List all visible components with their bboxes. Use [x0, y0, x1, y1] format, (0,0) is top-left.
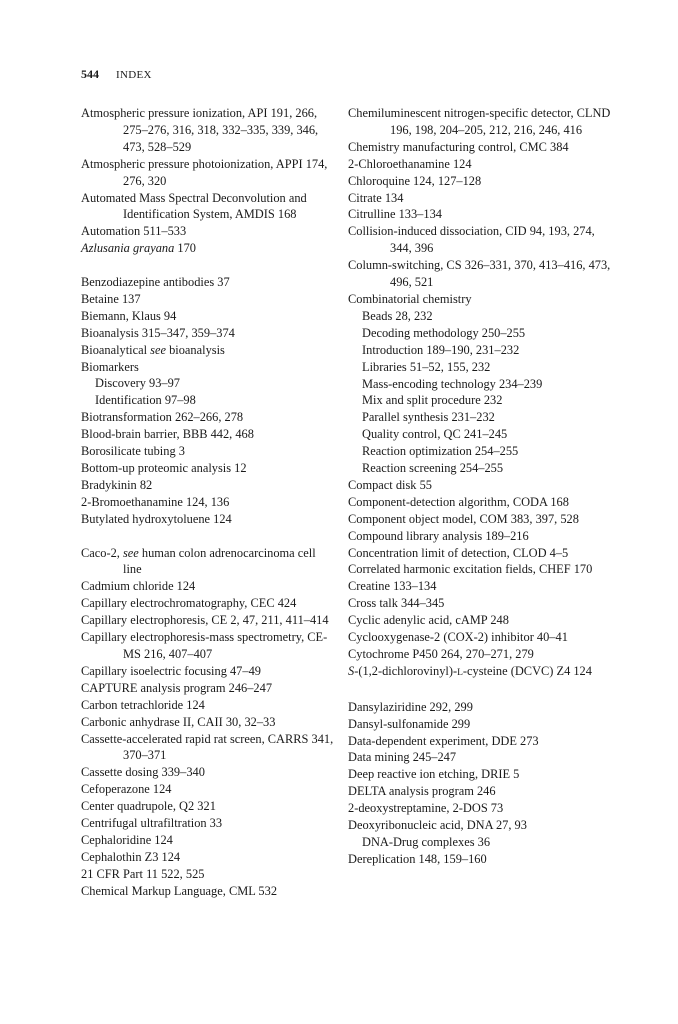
index-entry: Carbonic anhydrase II, CAII 30, 32–33 [81, 714, 276, 729]
index-entry: Atmospheric pressure ionization, API 191, 266, 275–276, 316, 318, 332–335, 339, 346, 473, 528–529 [81, 106, 319, 154]
header-title: INDEX [116, 69, 152, 81]
index-subentry: Identification 97–98 [95, 393, 196, 408]
index-subentry: Mix and split procedure 232 [362, 393, 503, 408]
index-entry: Capillary isoelectric focusing 47–49 [81, 663, 261, 678]
index-subentry: Parallel synthesis 231–232 [362, 410, 495, 425]
index-subentry: Reaction screening 254–255 [362, 461, 504, 476]
index-entry: Creatine 133–134 [348, 579, 437, 594]
index-column-right [348, 105, 616, 868]
index-subentry: Quality control, QC 241–245 [362, 427, 508, 442]
index-entry: Atmospheric pressure photoionization, APPI 174, 276, 320 [81, 156, 328, 188]
index-entry: Centrifugal ultrafiltration 33 [81, 816, 223, 831]
index-entry: Azlusania grayana 170 [81, 241, 196, 256]
index-entry: Cyclooxygenase-2 (COX-2) inhibitor 40–41 [348, 630, 568, 645]
running-header [81, 66, 152, 83]
letter-group-gap [81, 528, 336, 545]
index-entry: 2-Chloroethanamine 124 [348, 156, 472, 171]
index-entry: Capillary electrophoresis-mass spectrometry, CE-MS 216, 407–407 [81, 630, 328, 661]
index-entry: Dansyl-sulfonamide 299 [348, 716, 471, 731]
index-entry: Bioanalysis 315–347, 359–374 [81, 325, 235, 340]
index-entry: Bottom-up proteomic analysis 12 [81, 461, 247, 476]
index-entry: Bioanalytical see bioanalysis [81, 342, 225, 357]
index-entry: Chemistry manufacturing control, CMC 384 [348, 139, 569, 154]
index-entry: Capillary electrochromatography, CEC 424 [81, 596, 297, 611]
index-entry: Dansylaziridine 292, 299 [348, 699, 473, 714]
index-entry: Benzodiazepine antibodies 37 [81, 275, 230, 290]
index-entry: Cephalothin Z3 124 [81, 849, 181, 864]
index-entry: Biomarkers [81, 359, 139, 374]
index-entry: Biemann, Klaus 94 [81, 308, 177, 323]
index-subentry: Introduction 189–190, 231–232 [362, 342, 520, 357]
index-entry: DELTA analysis program 246 [348, 784, 496, 799]
index-subentry: Decoding methodology 250–255 [362, 325, 526, 340]
index-entry: 21 CFR Part 11 522, 525 [81, 866, 205, 881]
index-entry: Citrulline 133–134 [348, 207, 442, 222]
index-subentry: Mass-encoding technology 234–239 [362, 376, 543, 391]
index-subentry: Discovery 93–97 [95, 376, 180, 391]
index-entry: Butylated hydroxytoluene 124 [81, 511, 232, 526]
index-entry: Collision-induced dissociation, CID 94, 193, 274, 344, 396 [348, 224, 595, 256]
index-entry: Cytochrome P450 264, 270–271, 279 [348, 647, 534, 661]
index-entry: Cefoperazone 124 [81, 782, 172, 797]
index-entry: Biotransformation 262–266, 278 [81, 410, 244, 425]
index-entry: Blood-brain barrier, BBB 442, 468 [81, 427, 254, 442]
index-entry: Cyclic adenylic acid, cAMP 248 [348, 613, 509, 628]
index-entry: Chemiluminescent nitrogen-specific detector, CLND 196, 198, 204–205, 212, 216, 246, 416 [348, 106, 611, 137]
index-entry: Center quadrupole, Q2 321 [81, 799, 216, 814]
index-entry: Combinatorial chemistry [348, 291, 472, 306]
index-entry: Citrate 134 [348, 190, 404, 205]
index-entry: 2-deoxystreptamine, 2-DOS 73 [348, 801, 504, 816]
letter-group-gap [348, 682, 616, 699]
index-entry: Cassette dosing 339–340 [81, 765, 205, 780]
index-entry: Caco-2, see human colon adrenocarcinoma cell line [81, 545, 316, 577]
index-entry: Cassette-accelerated rapid rat screen, CARRS 341, 370–371 [81, 731, 334, 763]
index-entry: Concentration limit of detection, CLOD 4–5 [348, 545, 569, 560]
index-subentry: Reaction optimization 254–255 [362, 444, 519, 459]
index-entry: Automated Mass Spectral Deconvolution and Identification System, AMDIS 168 [81, 190, 307, 222]
index-entry: Borosilicate tubing 3 [81, 444, 185, 459]
index-entry: Column-switching, CS 326–331, 370, 413–416, 473, 496, 521 [348, 258, 611, 290]
index-entry: Deep reactive ion etching, DRIE 5 [348, 767, 520, 782]
index-entry: Compact disk 55 [348, 477, 432, 492]
index-entry: Data-dependent experiment, DDE 273 [348, 733, 539, 748]
index-entry: Cephaloridine 124 [81, 832, 173, 847]
index-entry: CAPTURE analysis program 246–247 [81, 680, 273, 695]
index-entry: Carbon tetrachloride 124 [81, 697, 205, 712]
index-entry: Compound library analysis 189–216 [348, 528, 529, 543]
index-entry: Cross talk 344–345 [348, 596, 445, 611]
index-entry: Data mining 245–247 [348, 750, 457, 765]
index-entry: Component object model, COM 383, 397, 528 [348, 511, 579, 526]
page-number: 544 [81, 67, 99, 81]
index-entry: 2-Bromoethanamine 124, 136 [81, 494, 230, 509]
index-entry: Correlated harmonic excitation fields, CHEF 170 [348, 562, 593, 577]
index-entry: Capillary electrophoresis, CE 2, 47, 211, 411–414 [81, 613, 329, 628]
index-entry: Component-detection algorithm, CODA 168 [348, 494, 569, 509]
letter-group-gap [81, 257, 336, 274]
index-column-left [81, 105, 336, 900]
index-entry: Deoxyribonucleic acid, DNA 27, 93 [348, 818, 527, 833]
index-entry: Cadmium chloride 124 [81, 579, 196, 594]
index-entry: Dereplication 148, 159–160 [348, 851, 487, 866]
index-entry: Bradykinin 82 [81, 477, 153, 492]
index-subentry: Libraries 51–52, 155, 232 [362, 359, 491, 374]
index-entry: Chemical Markup Language, CML 532 [81, 883, 278, 898]
index-entry: Betaine 137 [81, 291, 141, 306]
index-subentry: Beads 28, 232 [362, 308, 433, 323]
index-entry: S-(1,2-dichlorovinyl)-L-cysteine (DCVC) Z4 124 [348, 663, 592, 678]
index-entry: Automation 511–533 [81, 224, 187, 239]
index-entry: Chloroquine 124, 127–128 [348, 173, 482, 188]
index-subentry: DNA-Drug complexes 36 [362, 834, 491, 849]
